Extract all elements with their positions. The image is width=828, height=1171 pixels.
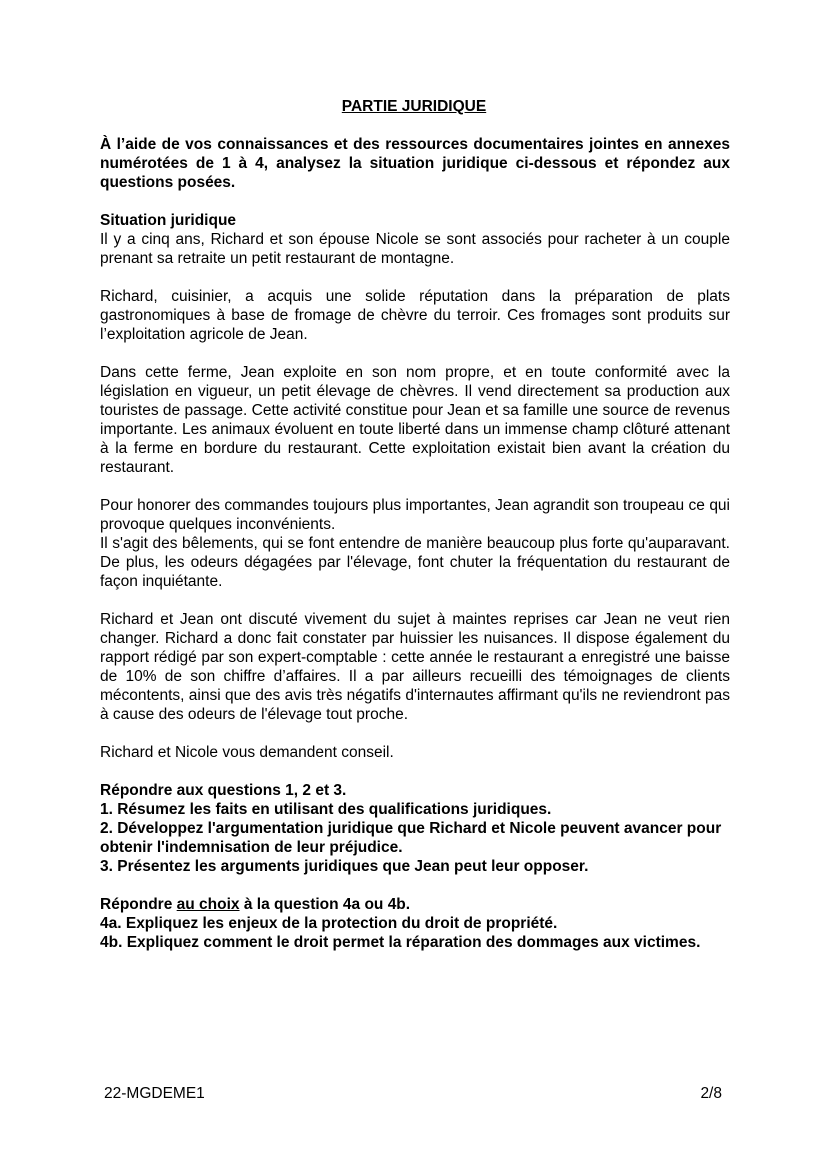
question-3: 3. Présentez les arguments juridiques que Jean peut leur opposer. xyxy=(100,858,589,875)
situation-paragraph-6: Richard et Jean ont discuté vivement du sujet à maintes reprises car Jean ne veut rien changer. Richard a donc fait constater par huissier les nuisances. Il dispose également du rapport rédigé par son expert-comptable : cette année le restaurant a enregistré une baisse de 10% de son chiffre d’affaires. Il a par ailleurs recueilli des témoignages de clients mécontents, ainsi que des avis très négatifs d'internautes affirmant qu'ils ne reviendront pas à cause des odeurs de l'élevage tout proche. xyxy=(100,611,730,723)
question-1: 1. Résumez les faits en utilisant des qualifications juridiques. xyxy=(100,801,552,818)
footer-page-number: 2/8 xyxy=(700,1085,722,1102)
questions-heading: Répondre aux questions 1, 2 et 3. xyxy=(100,782,347,799)
situation-heading: Situation juridique xyxy=(100,212,237,229)
footer-document-code: 22-MGDEME1 xyxy=(104,1085,205,1102)
situation-paragraph-3: Dans cette ferme, Jean exploite en son nom propre, et en toute conformité avec la législation en vigueur, un petit élevage de chèvres. Il vend directement sa production aux touristes de passage. Cette activité constitue pour Jean et sa famille une source de revenus importante. Les animaux évoluent en toute liberté dans un immense champ clôturé attenant à la ferme en bordure du restaurant. Cette exploitation existait bien avant la création du restaurant. xyxy=(100,364,730,476)
question-2: 2. Développez l'argumentation juridique que Richard et Nicole peuvent avancer pour obtenir l'indemnisation de leur préjudice. xyxy=(100,820,722,856)
choice-heading-emphasis: au choix xyxy=(176,896,240,913)
situation-paragraph-2: Richard, cuisinier, a acquis une solide réputation dans la préparation de plats gastronomiques à base de fromage de chèvre du terroir. Ces fromages sont produits sur l’exploitation agricole de Jean. xyxy=(100,288,730,343)
document-body xyxy=(100,135,730,952)
situation-paragraph-4: Pour honorer des commandes toujours plus importantes, Jean agrandit son troupeau ce qui provoque quelques inconvénients. xyxy=(100,497,730,533)
question-4b: 4b. Expliquez comment le droit permet la réparation des dommages aux victimes. xyxy=(100,934,701,951)
intro-instructions: À l’aide de vos connaissances et des ressources documentaires jointes en annexes numérotées de 1 à 4, analysez la situation juridique ci-dessous et répondez aux questions posées. xyxy=(100,136,730,191)
situation-paragraph-7: Richard et Nicole vous demandent conseil. xyxy=(100,744,394,761)
situation-paragraph-1: Il y a cinq ans, Richard et son épouse Nicole se sont associés pour racheter à un couple prenant sa retraite un petit restaurant de montagne. xyxy=(100,231,730,267)
choice-questions-heading xyxy=(100,895,730,914)
situation-paragraph-5: Il s'agit des bêlements, qui se font entendre de manière beaucoup plus forte qu'auparavant. De plus, les odeurs dégagées par l'élevage, font chuter la fréquentation du restaurant de façon inquiétante. xyxy=(100,535,730,590)
choice-heading-post: à la question 4a ou 4b. xyxy=(239,896,411,913)
question-4a: 4a. Expliquez les enjeux de la protection du droit de propriété. xyxy=(100,915,558,932)
choice-heading-pre: Répondre xyxy=(100,896,177,913)
page-title: PARTIE JURIDIQUE xyxy=(341,98,487,115)
